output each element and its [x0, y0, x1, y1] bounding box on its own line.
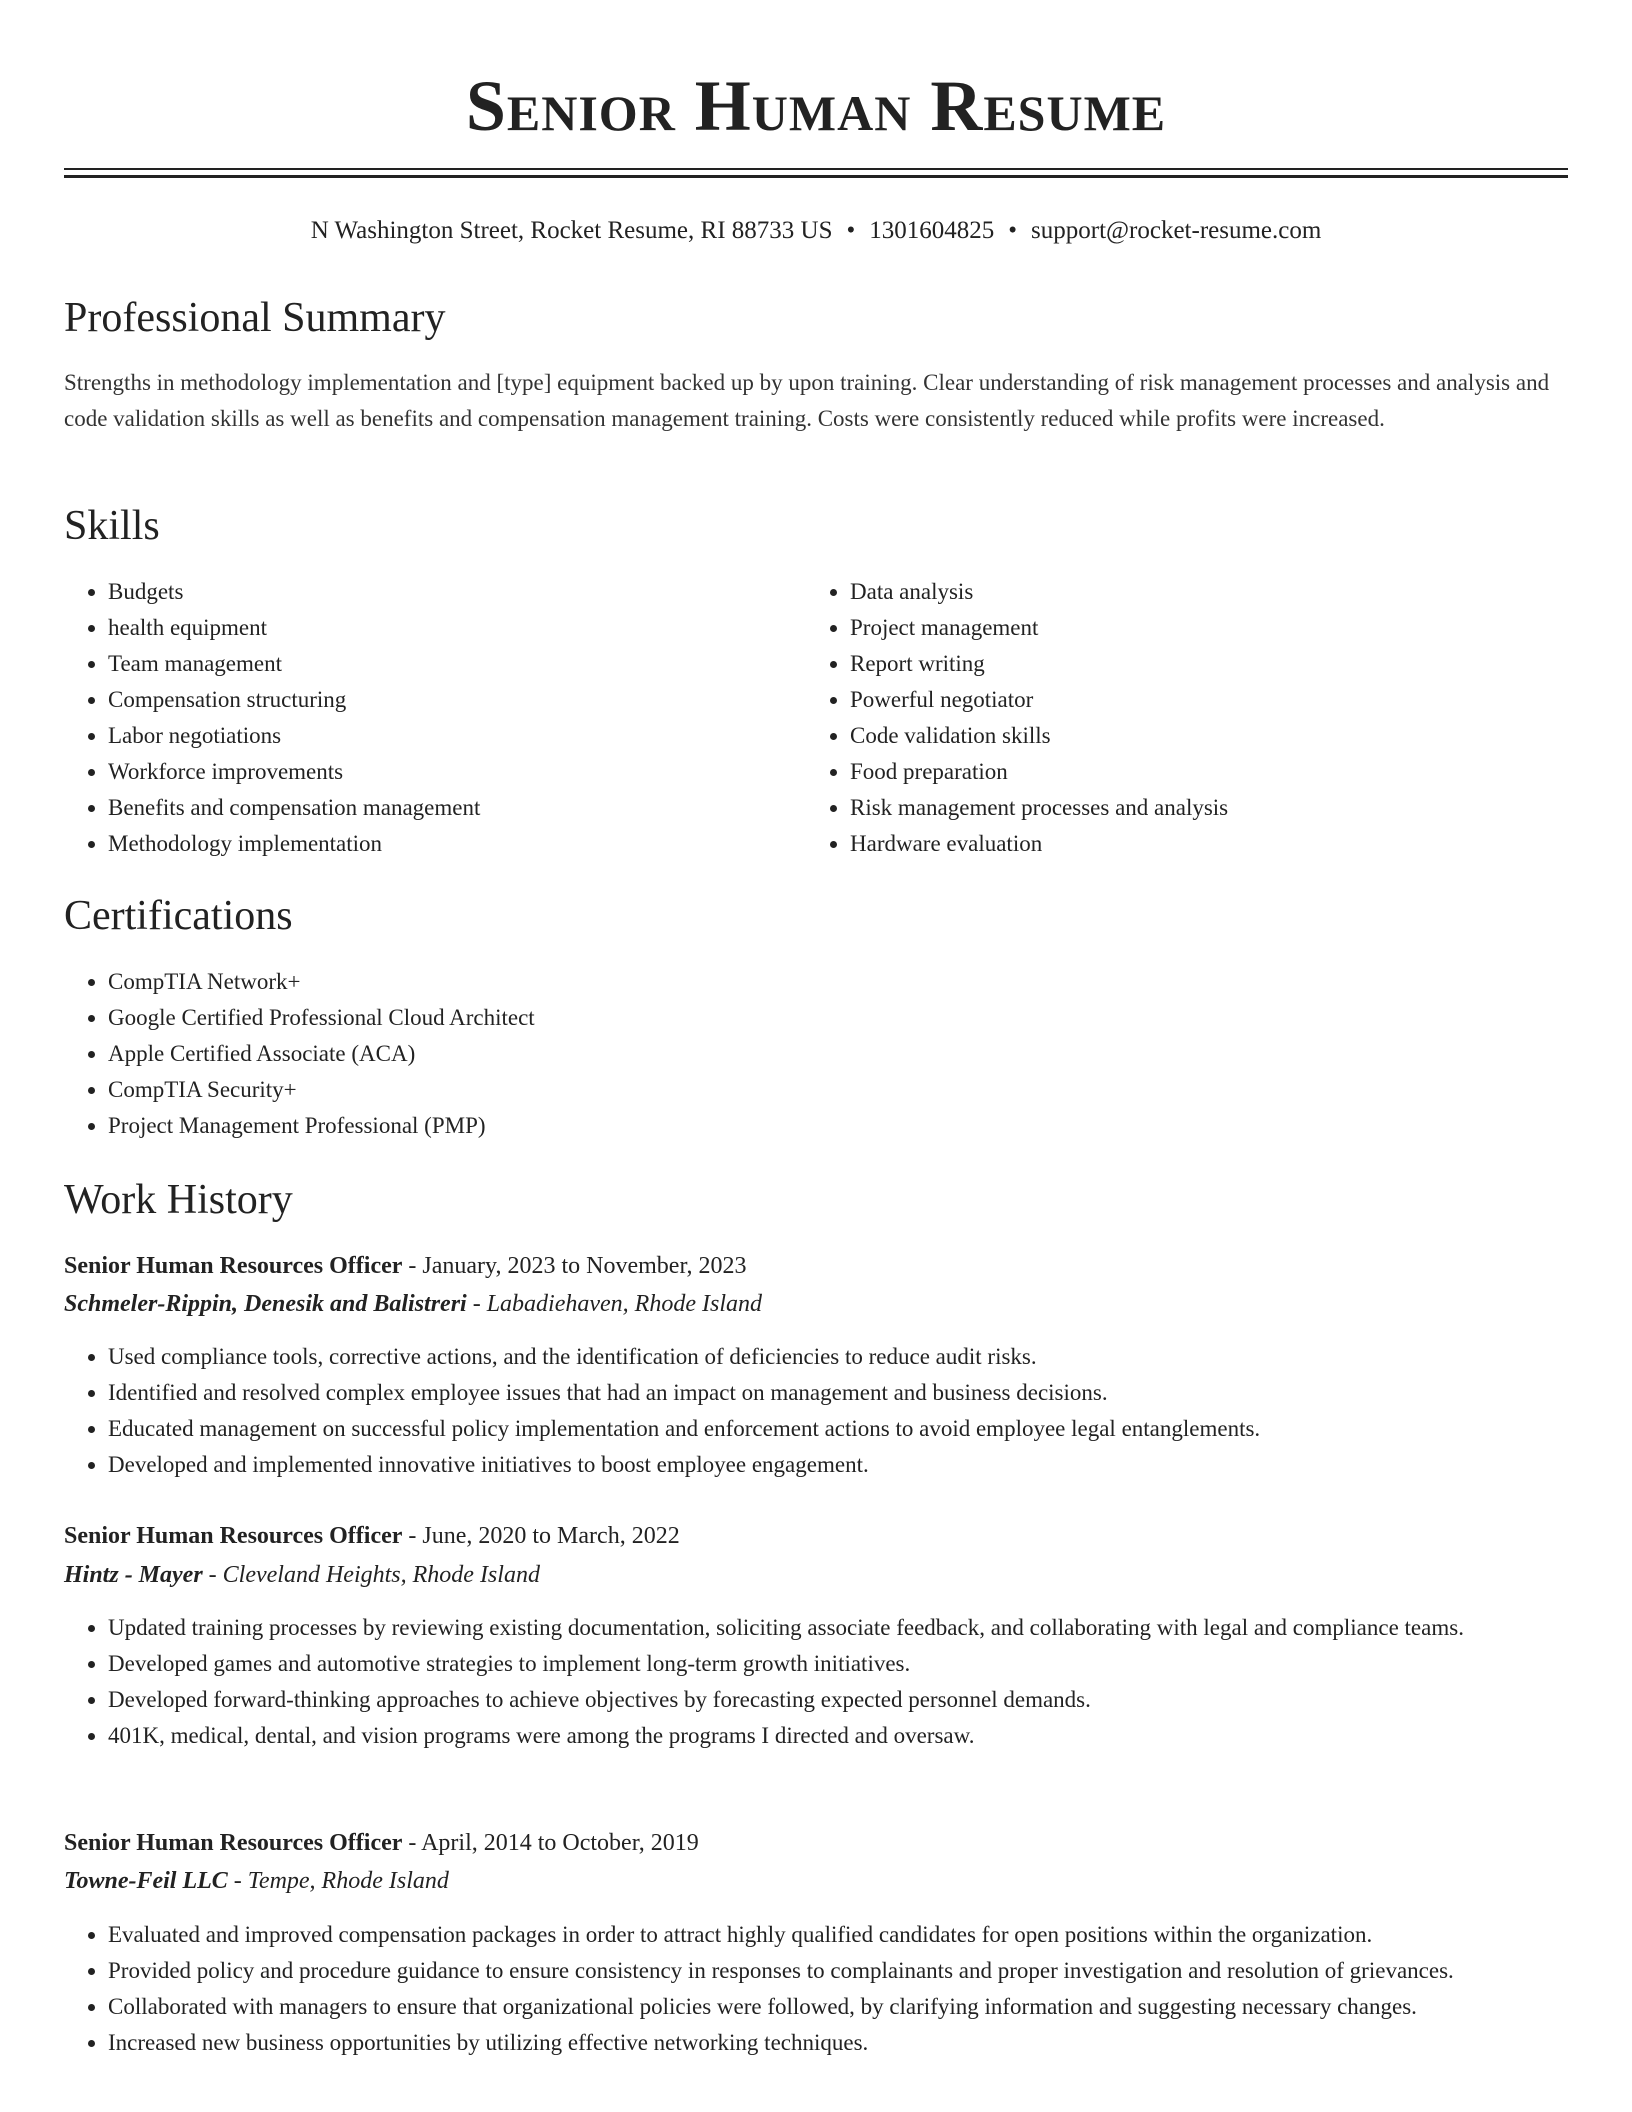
contact-address: N Washington Street, Rocket Resume, RI 88733 US [310, 217, 833, 244]
resume-title: Senior Human Resume [465, 66, 1167, 146]
job-dates: - June, 2020 to March, 2022 [402, 1523, 680, 1549]
skill-item: • Hardware evaluation [850, 826, 1610, 862]
job-bullet: • Used compliance tools, corrective actions, and the identification of deficiencies to reduce audit risks. [108, 1339, 1568, 1375]
certification-item: • Project Management Professional (PMP) [108, 1108, 1568, 1144]
work-history-heading: Work History [64, 1177, 293, 1223]
certifications-list [64, 964, 1568, 1144]
job-bullet: • Identified and resolved complex employee issues that had an impact on management and business decisions. [108, 1375, 1568, 1411]
job-bullet: • 401K, medical, dental, and vision programs were among the programs I directed and oversaw. [108, 1718, 1568, 1754]
job-bullet: • Evaluated and improved compensation packages in order to attract highly qualified candidates for open positions within the organization. [108, 1917, 1568, 1953]
job-title: Senior Human Resources Officer [64, 1830, 403, 1856]
job-company: Towne-Feil LLC [64, 1868, 228, 1894]
contact-separator: • [1008, 217, 1018, 244]
job-company-line [64, 1862, 449, 1900]
job-bullet: • Provided policy and procedure guidance to ensure consistency in responses to complainants and proper investigation and resolution of grievances. [108, 1953, 1568, 1989]
summary-heading: Professional Summary [64, 295, 446, 341]
job-title: Senior Human Resources Officer [64, 1253, 403, 1279]
skill-item: • Code validation skills [850, 718, 1610, 754]
title-rule-bottom [64, 175, 1568, 178]
job-bullet: • Developed and implemented innovative initiatives to boost employee engagement. [108, 1447, 1568, 1483]
job-company: Schmeler-Rippin, Denesik and Balistreri [64, 1291, 467, 1317]
job-bullet: • Developed forward-thinking approaches to achieve objectives by forecasting expected personnel demands. [108, 1682, 1568, 1718]
skill-item: • Methodology implementation [108, 826, 788, 862]
job-bullet: • Collaborated with managers to ensure that organizational policies were followed, by clarifying information and suggesting necessary changes. [108, 1989, 1568, 2025]
job-dates: - April, 2014 to October, 2019 [402, 1830, 699, 1856]
contact-email: support@rocket-resume.com [1031, 217, 1322, 244]
skill-item: • Labor negotiations [108, 718, 788, 754]
job-title: Senior Human Resources Officer [64, 1523, 403, 1549]
job-header [64, 1824, 699, 1862]
skills-list-left [64, 574, 788, 862]
job-company: Hintz - Mayer [64, 1562, 203, 1588]
title-rule-top [64, 168, 1568, 170]
skill-item: • Project management [850, 610, 1610, 646]
job-location: - Tempe, Rhode Island [227, 1868, 449, 1894]
contact-line [64, 214, 1568, 248]
skills-list-right [806, 574, 1610, 862]
job-bullets [64, 1610, 1568, 1754]
job-bullets [64, 1917, 1568, 2061]
skill-item: • Budgets [108, 574, 788, 610]
contact-phone: 1301604825 [869, 217, 995, 244]
certification-item: • Google Certified Professional Cloud Architect [108, 1000, 1568, 1036]
job-company-line [64, 1556, 540, 1594]
skills-heading: Skills [64, 503, 160, 549]
job-bullet: • Updated training processes by reviewing existing documentation, soliciting associate feedback, and collaborating with legal and compliance teams. [108, 1610, 1568, 1646]
certification-item: • CompTIA Security+ [108, 1072, 1568, 1108]
skill-item: • health equipment [108, 610, 788, 646]
skill-item: • Team management [108, 646, 788, 682]
job-dates: - January, 2023 to November, 2023 [402, 1253, 747, 1279]
job-location: - Labadiehaven, Rhode Island [466, 1291, 762, 1317]
skill-item: • Food preparation [850, 754, 1610, 790]
resume-page [64, 0, 1568, 2055]
skill-item: • Powerful negotiator [850, 682, 1610, 718]
job-header [64, 1517, 680, 1555]
summary-text: Strengths in methodology implementation and [type] equipment backed up by upon training. Clear understanding of risk management processes and analysis and code validation skills as well as benefits and compensation management training. Costs were consistently reduced while profits were increased. [64, 370, 1550, 431]
certification-item: • CompTIA Network+ [108, 964, 1568, 1000]
job-bullet: • Developed games and automotive strategies to implement long-term growth initiatives. [108, 1646, 1568, 1682]
job-bullet: • Increased new business opportunities by utilizing effective networking techniques. [108, 2025, 1568, 2061]
skill-item: • Report writing [850, 646, 1610, 682]
job-header [64, 1247, 746, 1285]
skill-item: • Workforce improvements [108, 754, 788, 790]
certification-item: • Apple Certified Associate (ACA) [108, 1036, 1568, 1072]
skill-item: • Data analysis [850, 574, 1610, 610]
job-company-line [64, 1285, 762, 1323]
skill-item: • Benefits and compensation management [108, 790, 788, 826]
skill-item: • Risk management processes and analysis [850, 790, 1610, 826]
job-bullet: • Educated management on successful policy implementation and enforcement actions to avoid employee legal entanglements. [108, 1411, 1568, 1447]
job-bullets [64, 1339, 1568, 1483]
skill-item: • Compensation structuring [108, 682, 788, 718]
job-location: - Cleveland Heights, Rhode Island [202, 1562, 540, 1588]
certifications-heading: Certifications [64, 893, 293, 939]
contact-separator: • [846, 217, 856, 244]
